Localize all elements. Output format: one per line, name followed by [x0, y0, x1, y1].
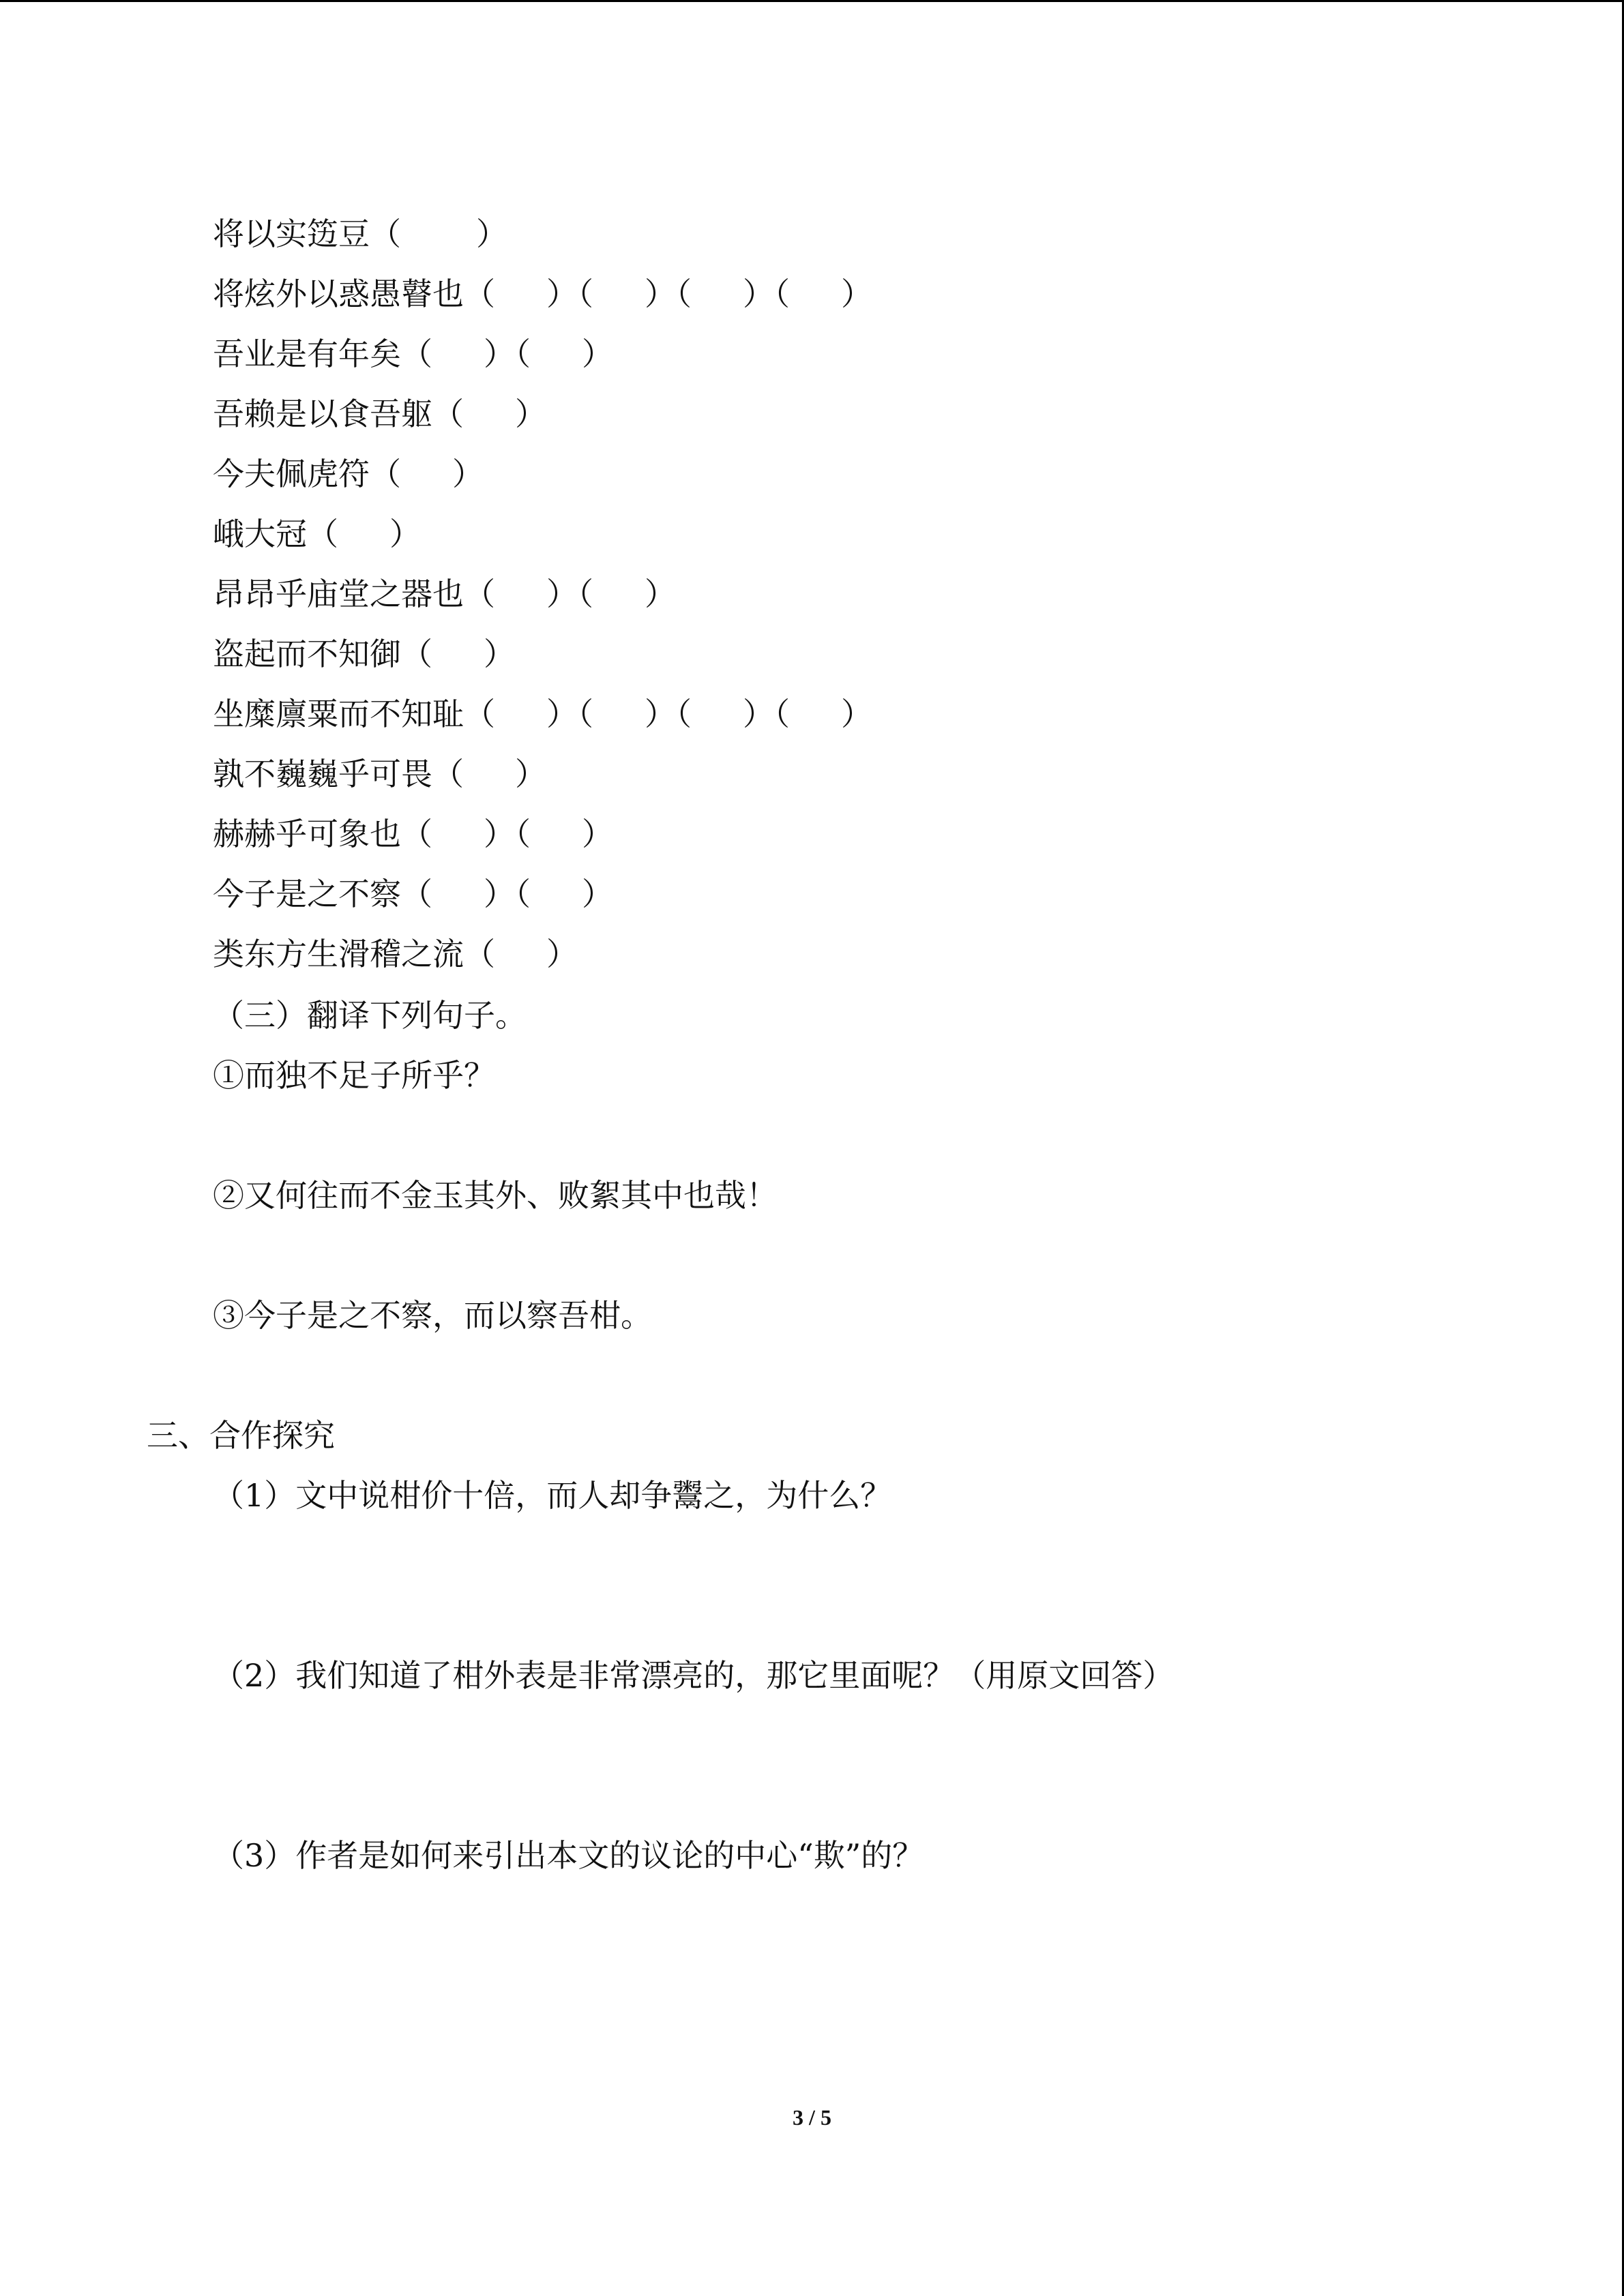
vocab-line-5 — [213, 458, 484, 490]
vocab-phrase: 坐糜廪粟而不知耻 — [213, 696, 464, 732]
vocab-line-13 — [213, 938, 578, 970]
vocab-line-1 — [213, 215, 507, 252]
blank[interactable]: （ ） — [578, 576, 676, 612]
blank[interactable]: （ ） — [307, 516, 421, 552]
vocab-phrase: 孰不巍巍乎可畏 — [213, 756, 432, 792]
vocab-phrase: 峨大冠 — [213, 516, 307, 552]
blank[interactable]: （ ） — [464, 696, 578, 732]
vocab-phrase: 盗起而不知御 — [213, 636, 401, 672]
inquiry-question-3: （3）作者是如何来引出本文的议论的中心“欺”的？ — [213, 1837, 924, 1874]
section-heading: 三、合作探究 — [147, 1417, 335, 1454]
vocab-phrase: 今夫佩虎符 — [213, 456, 370, 492]
translate-question-2: ②又何往而不金玉其外、败絮其中也哉！ — [213, 1177, 778, 1214]
vocab-line-11 — [213, 818, 613, 850]
vocab-line-12 — [213, 878, 613, 910]
blank[interactable]: （ ） — [401, 816, 515, 852]
vocab-phrase: 赫赫乎可象也 — [213, 816, 401, 852]
blank[interactable]: （ ） — [676, 696, 774, 732]
vocab-phrase: 今子是之不察 — [213, 876, 401, 912]
vocab-phrase: 将以实笾豆 — [213, 215, 370, 252]
blank[interactable]: （ ） — [432, 756, 546, 792]
blank[interactable]: （ ） — [515, 336, 613, 372]
vocab-line-4 — [213, 398, 546, 430]
vocab-line-8 — [213, 638, 515, 670]
vocab-line-3 — [213, 338, 613, 370]
blank[interactable]: （ ） — [401, 336, 515, 372]
blank[interactable]: （ ） — [370, 215, 507, 252]
blank[interactable]: （ ） — [774, 275, 872, 312]
translate-question-3: ③今子是之不察，而以察吾柑。 — [213, 1297, 652, 1334]
vocab-line-10 — [213, 758, 546, 790]
page-number: 3 / 5 — [793, 2105, 831, 2130]
translate-heading: （三）翻译下列句子。 — [213, 997, 527, 1034]
blank[interactable]: （ ） — [515, 876, 613, 912]
blank[interactable]: （ ） — [432, 396, 546, 432]
vocab-phrase: 类东方生滑稽之流 — [213, 936, 464, 972]
blank[interactable]: （ ） — [578, 275, 676, 312]
inquiry-question-2: （2）我们知道了柑外表是非常漂亮的，那它里面呢？（用原文回答） — [213, 1657, 1175, 1694]
translate-question-1: ①而独不足子所乎？ — [213, 1057, 495, 1094]
vocab-line-6 — [213, 518, 421, 550]
blank[interactable]: （ ） — [401, 636, 515, 672]
vocab-line-7 — [213, 578, 676, 610]
blank[interactable]: （ ） — [464, 936, 578, 972]
vocab-phrase: 将炫外以惑愚瞽也 — [213, 275, 464, 312]
blank[interactable]: （ ） — [578, 696, 676, 732]
inquiry-question-1: （1）文中说柑价十倍，而人却争鬻之，为什么？ — [213, 1477, 892, 1514]
vocab-phrase: 吾业是有年矣 — [213, 336, 401, 372]
vocab-line-2 — [213, 275, 872, 312]
blank[interactable]: （ ） — [464, 275, 578, 312]
blank[interactable]: （ ） — [676, 275, 774, 312]
blank[interactable]: （ ） — [370, 456, 484, 492]
blank[interactable]: （ ） — [464, 576, 578, 612]
blank[interactable]: （ ） — [401, 876, 515, 912]
vocab-phrase: 吾赖是以食吾躯 — [213, 396, 432, 432]
vocab-phrase: 昂昂乎庙堂之器也 — [213, 576, 464, 612]
blank[interactable]: （ ） — [774, 696, 872, 732]
blank[interactable]: （ ） — [515, 816, 613, 852]
vocab-line-9 — [213, 698, 872, 730]
